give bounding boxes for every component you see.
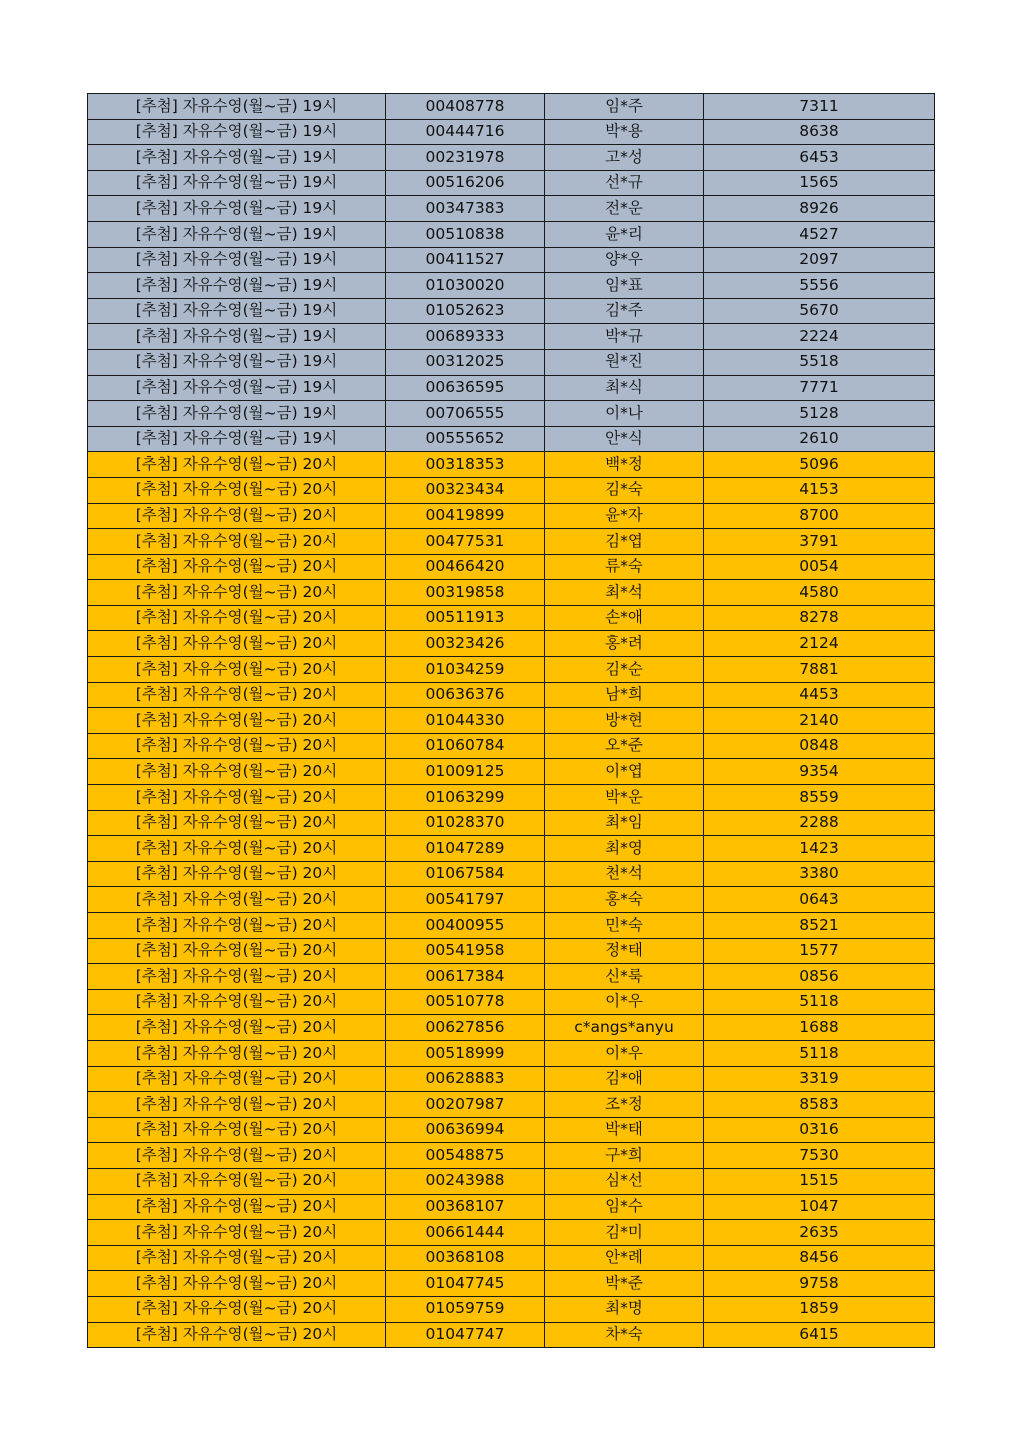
member-name-cell: 천*석 xyxy=(545,861,704,887)
program-cell: [추첨] 자유수영(월~금) 20시 xyxy=(88,1040,386,1066)
code-cell: 3319 xyxy=(704,1066,935,1092)
member-name-cell: 이*나 xyxy=(545,401,704,427)
table-row xyxy=(88,426,935,452)
member-name-cell: 이*엽 xyxy=(545,759,704,785)
code-cell: 2097 xyxy=(704,247,935,273)
code-cell: 2635 xyxy=(704,1220,935,1246)
code-cell: 5128 xyxy=(704,401,935,427)
code-cell: 4153 xyxy=(704,477,935,503)
table-row xyxy=(88,1066,935,1092)
member-name-cell: 백*정 xyxy=(545,452,704,478)
code-cell: 7530 xyxy=(704,1143,935,1169)
code-cell: 0856 xyxy=(704,964,935,990)
member-number-cell: 01028370 xyxy=(386,810,545,836)
member-number-cell: 01060784 xyxy=(386,733,545,759)
table-row xyxy=(88,349,935,375)
program-cell: [추첨] 자유수영(월~금) 20시 xyxy=(88,503,386,529)
program-cell: [추첨] 자유수영(월~금) 20시 xyxy=(88,989,386,1015)
member-name-cell: 차*숙 xyxy=(545,1322,704,1348)
member-name-cell: 박*태 xyxy=(545,1117,704,1143)
program-cell: [추첨] 자유수영(월~금) 19시 xyxy=(88,426,386,452)
member-number-cell: 00511913 xyxy=(386,605,545,631)
code-cell: 7771 xyxy=(704,375,935,401)
program-cell: [추첨] 자유수영(월~금) 20시 xyxy=(88,1322,386,1348)
member-number-cell: 00318353 xyxy=(386,452,545,478)
member-name-cell: 전*운 xyxy=(545,196,704,222)
program-cell: [추첨] 자유수영(월~금) 20시 xyxy=(88,1066,386,1092)
program-cell: [추첨] 자유수영(월~금) 20시 xyxy=(88,785,386,811)
code-cell: 0054 xyxy=(704,554,935,580)
member-number-cell: 00368107 xyxy=(386,1194,545,1220)
program-cell: [추첨] 자유수영(월~금) 19시 xyxy=(88,196,386,222)
table-row xyxy=(88,298,935,324)
member-number-cell: 01034259 xyxy=(386,657,545,683)
table-row xyxy=(88,1245,935,1271)
code-cell: 1565 xyxy=(704,170,935,196)
member-name-cell: 윤*리 xyxy=(545,221,704,247)
member-number-cell: 01063299 xyxy=(386,785,545,811)
member-name-cell: 방*현 xyxy=(545,708,704,734)
member-number-cell: 01047745 xyxy=(386,1271,545,1297)
program-cell: [추첨] 자유수영(월~금) 20시 xyxy=(88,1296,386,1322)
member-name-cell: 안*례 xyxy=(545,1245,704,1271)
program-cell: [추첨] 자유수영(월~금) 20시 xyxy=(88,605,386,631)
member-name-cell: 최*명 xyxy=(545,1296,704,1322)
program-cell: [추첨] 자유수영(월~금) 20시 xyxy=(88,1271,386,1297)
member-number-cell: 00408778 xyxy=(386,94,545,120)
member-number-cell: 00689333 xyxy=(386,324,545,350)
program-cell: [추첨] 자유수영(월~금) 20시 xyxy=(88,657,386,683)
table-row xyxy=(88,631,935,657)
member-name-cell: 선*규 xyxy=(545,170,704,196)
member-number-cell: 00617384 xyxy=(386,964,545,990)
member-name-cell: 홍*려 xyxy=(545,631,704,657)
member-number-cell: 00636595 xyxy=(386,375,545,401)
program-cell: [추첨] 자유수영(월~금) 20시 xyxy=(88,554,386,580)
member-name-cell: 김*순 xyxy=(545,657,704,683)
member-name-cell: 원*진 xyxy=(545,349,704,375)
program-cell: [추첨] 자유수영(월~금) 20시 xyxy=(88,1245,386,1271)
member-name-cell: 손*애 xyxy=(545,605,704,631)
member-name-cell: 오*준 xyxy=(545,733,704,759)
table-row xyxy=(88,145,935,171)
table-row xyxy=(88,836,935,862)
table-row xyxy=(88,785,935,811)
member-number-cell: 00706555 xyxy=(386,401,545,427)
member-number-cell: 00419899 xyxy=(386,503,545,529)
code-cell: 6415 xyxy=(704,1322,935,1348)
table-row xyxy=(88,1015,935,1041)
table-row xyxy=(88,170,935,196)
table-row xyxy=(88,1092,935,1118)
table-row xyxy=(88,938,935,964)
program-cell: [추첨] 자유수영(월~금) 19시 xyxy=(88,401,386,427)
table-row xyxy=(88,887,935,913)
table-row xyxy=(88,810,935,836)
program-cell: [추첨] 자유수영(월~금) 20시 xyxy=(88,708,386,734)
table-row xyxy=(88,989,935,1015)
code-cell: 4453 xyxy=(704,682,935,708)
program-cell: [추첨] 자유수영(월~금) 20시 xyxy=(88,452,386,478)
member-name-cell: 안*식 xyxy=(545,426,704,452)
code-cell: 2288 xyxy=(704,810,935,836)
member-name-cell: 최*석 xyxy=(545,580,704,606)
table-row xyxy=(88,708,935,734)
lottery-results-body xyxy=(88,94,935,1348)
member-number-cell: 01052623 xyxy=(386,298,545,324)
member-name-cell: 박*준 xyxy=(545,1271,704,1297)
member-name-cell: 박*용 xyxy=(545,119,704,145)
member-number-cell: 00636376 xyxy=(386,682,545,708)
code-cell: 9354 xyxy=(704,759,935,785)
member-name-cell: 박*규 xyxy=(545,324,704,350)
member-name-cell: c*angs*anyu xyxy=(545,1015,704,1041)
member-name-cell: 고*성 xyxy=(545,145,704,171)
member-name-cell: 최*식 xyxy=(545,375,704,401)
member-number-cell: 01047747 xyxy=(386,1322,545,1348)
member-name-cell: 양*우 xyxy=(545,247,704,273)
member-name-cell: 정*태 xyxy=(545,938,704,964)
code-cell: 1688 xyxy=(704,1015,935,1041)
program-cell: [추첨] 자유수영(월~금) 19시 xyxy=(88,375,386,401)
member-number-cell: 00510838 xyxy=(386,221,545,247)
member-number-cell: 00518999 xyxy=(386,1040,545,1066)
code-cell: 6453 xyxy=(704,145,935,171)
code-cell: 5670 xyxy=(704,298,935,324)
member-name-cell: 심*선 xyxy=(545,1168,704,1194)
member-number-cell: 00323434 xyxy=(386,477,545,503)
program-cell: [추첨] 자유수영(월~금) 20시 xyxy=(88,964,386,990)
member-number-cell: 00466420 xyxy=(386,554,545,580)
program-cell: [추첨] 자유수영(월~금) 20시 xyxy=(88,1015,386,1041)
member-number-cell: 00541797 xyxy=(386,887,545,913)
program-cell: [추첨] 자유수영(월~금) 20시 xyxy=(88,1220,386,1246)
member-name-cell: 김*숙 xyxy=(545,477,704,503)
code-cell: 5518 xyxy=(704,349,935,375)
table-row xyxy=(88,196,935,222)
program-cell: [추첨] 자유수영(월~금) 20시 xyxy=(88,759,386,785)
program-cell: [추첨] 자유수영(월~금) 20시 xyxy=(88,1194,386,1220)
member-name-cell: 김*엽 xyxy=(545,529,704,555)
member-number-cell: 00231978 xyxy=(386,145,545,171)
code-cell: 0316 xyxy=(704,1117,935,1143)
program-cell: [추첨] 자유수영(월~금) 19시 xyxy=(88,170,386,196)
member-number-cell: 00444716 xyxy=(386,119,545,145)
code-cell: 8559 xyxy=(704,785,935,811)
program-cell: [추첨] 자유수영(월~금) 19시 xyxy=(88,349,386,375)
member-name-cell: 류*숙 xyxy=(545,554,704,580)
program-cell: [추첨] 자유수영(월~금) 20시 xyxy=(88,1168,386,1194)
program-cell: [추첨] 자유수영(월~금) 19시 xyxy=(88,221,386,247)
table-row xyxy=(88,1117,935,1143)
table-row xyxy=(88,913,935,939)
code-cell: 5118 xyxy=(704,1040,935,1066)
table-row xyxy=(88,452,935,478)
table-row xyxy=(88,1194,935,1220)
code-cell: 2140 xyxy=(704,708,935,734)
code-cell: 7311 xyxy=(704,94,935,120)
program-cell: [추첨] 자유수영(월~금) 20시 xyxy=(88,733,386,759)
table-row xyxy=(88,1143,935,1169)
member-number-cell: 00323426 xyxy=(386,631,545,657)
code-cell: 8521 xyxy=(704,913,935,939)
table-row xyxy=(88,733,935,759)
code-cell: 2124 xyxy=(704,631,935,657)
program-cell: [추첨] 자유수영(월~금) 20시 xyxy=(88,682,386,708)
table-row xyxy=(88,1322,935,1348)
member-number-cell: 00541958 xyxy=(386,938,545,964)
member-name-cell: 김*주 xyxy=(545,298,704,324)
member-name-cell: 조*정 xyxy=(545,1092,704,1118)
member-name-cell: 김*미 xyxy=(545,1220,704,1246)
member-name-cell: 남*희 xyxy=(545,682,704,708)
member-number-cell: 00400955 xyxy=(386,913,545,939)
code-cell: 8926 xyxy=(704,196,935,222)
member-name-cell: 윤*자 xyxy=(545,503,704,529)
code-cell: 1577 xyxy=(704,938,935,964)
member-number-cell: 00312025 xyxy=(386,349,545,375)
member-name-cell: 홍*숙 xyxy=(545,887,704,913)
table-row xyxy=(88,477,935,503)
code-cell: 8278 xyxy=(704,605,935,631)
member-name-cell: 민*숙 xyxy=(545,913,704,939)
table-row xyxy=(88,273,935,299)
code-cell: 1423 xyxy=(704,836,935,862)
table-row xyxy=(88,503,935,529)
code-cell: 3791 xyxy=(704,529,935,555)
code-cell: 9758 xyxy=(704,1271,935,1297)
member-name-cell: 이*우 xyxy=(545,1040,704,1066)
table-row xyxy=(88,1040,935,1066)
code-cell: 0848 xyxy=(704,733,935,759)
code-cell: 1515 xyxy=(704,1168,935,1194)
code-cell: 1047 xyxy=(704,1194,935,1220)
table-row xyxy=(88,247,935,273)
member-name-cell: 박*운 xyxy=(545,785,704,811)
program-cell: [추첨] 자유수영(월~금) 20시 xyxy=(88,529,386,555)
code-cell: 5096 xyxy=(704,452,935,478)
member-number-cell: 00319858 xyxy=(386,580,545,606)
table-row xyxy=(88,324,935,350)
member-number-cell: 00555652 xyxy=(386,426,545,452)
member-number-cell: 00477531 xyxy=(386,529,545,555)
program-cell: [추첨] 자유수영(월~금) 20시 xyxy=(88,1117,386,1143)
member-number-cell: 00636994 xyxy=(386,1117,545,1143)
program-cell: [추첨] 자유수영(월~금) 19시 xyxy=(88,298,386,324)
lottery-results-table xyxy=(87,93,935,1348)
member-name-cell: 최*영 xyxy=(545,836,704,862)
program-cell: [추첨] 자유수영(월~금) 20시 xyxy=(88,631,386,657)
member-name-cell: 최*임 xyxy=(545,810,704,836)
table-row xyxy=(88,1220,935,1246)
program-cell: [추첨] 자유수영(월~금) 20시 xyxy=(88,1092,386,1118)
member-number-cell: 00661444 xyxy=(386,1220,545,1246)
program-cell: [추첨] 자유수영(월~금) 19시 xyxy=(88,324,386,350)
member-number-cell: 01044330 xyxy=(386,708,545,734)
table-row xyxy=(88,375,935,401)
code-cell: 2610 xyxy=(704,426,935,452)
table-row xyxy=(88,554,935,580)
member-number-cell: 01009125 xyxy=(386,759,545,785)
code-cell: 4580 xyxy=(704,580,935,606)
member-number-cell: 00516206 xyxy=(386,170,545,196)
member-number-cell: 00548875 xyxy=(386,1143,545,1169)
table-row xyxy=(88,759,935,785)
program-cell: [추첨] 자유수영(월~금) 20시 xyxy=(88,580,386,606)
program-cell: [추첨] 자유수영(월~금) 20시 xyxy=(88,887,386,913)
member-number-cell: 00510778 xyxy=(386,989,545,1015)
program-cell: [추첨] 자유수영(월~금) 20시 xyxy=(88,861,386,887)
table-row xyxy=(88,529,935,555)
member-name-cell: 김*애 xyxy=(545,1066,704,1092)
member-name-cell: 임*표 xyxy=(545,273,704,299)
member-name-cell: 임*주 xyxy=(545,94,704,120)
member-number-cell: 01067584 xyxy=(386,861,545,887)
table-row xyxy=(88,682,935,708)
member-number-cell: 00628883 xyxy=(386,1066,545,1092)
code-cell: 4527 xyxy=(704,221,935,247)
member-number-cell: 00347383 xyxy=(386,196,545,222)
member-number-cell: 01030020 xyxy=(386,273,545,299)
code-cell: 1859 xyxy=(704,1296,935,1322)
member-name-cell: 신*룩 xyxy=(545,964,704,990)
table-row xyxy=(88,605,935,631)
code-cell: 5556 xyxy=(704,273,935,299)
code-cell: 0643 xyxy=(704,887,935,913)
program-cell: [추첨] 자유수영(월~금) 19시 xyxy=(88,119,386,145)
table-row xyxy=(88,1296,935,1322)
table-row xyxy=(88,94,935,120)
program-cell: [추첨] 자유수영(월~금) 19시 xyxy=(88,247,386,273)
code-cell: 7881 xyxy=(704,657,935,683)
program-cell: [추첨] 자유수영(월~금) 20시 xyxy=(88,836,386,862)
code-cell: 8700 xyxy=(704,503,935,529)
member-number-cell: 00411527 xyxy=(386,247,545,273)
program-cell: [추첨] 자유수영(월~금) 20시 xyxy=(88,913,386,939)
member-name-cell: 구*희 xyxy=(545,1143,704,1169)
program-cell: [추첨] 자유수영(월~금) 19시 xyxy=(88,94,386,120)
code-cell: 8583 xyxy=(704,1092,935,1118)
code-cell: 5118 xyxy=(704,989,935,1015)
member-number-cell: 01059759 xyxy=(386,1296,545,1322)
code-cell: 8638 xyxy=(704,119,935,145)
program-cell: [추첨] 자유수영(월~금) 20시 xyxy=(88,938,386,964)
code-cell: 8456 xyxy=(704,1245,935,1271)
table-row xyxy=(88,657,935,683)
table-row xyxy=(88,1168,935,1194)
member-number-cell: 01047289 xyxy=(386,836,545,862)
table-row xyxy=(88,119,935,145)
member-number-cell: 00368108 xyxy=(386,1245,545,1271)
table-row xyxy=(88,1271,935,1297)
member-number-cell: 00627856 xyxy=(386,1015,545,1041)
program-cell: [추첨] 자유수영(월~금) 20시 xyxy=(88,810,386,836)
table-row xyxy=(88,221,935,247)
program-cell: [추첨] 자유수영(월~금) 19시 xyxy=(88,273,386,299)
program-cell: [추첨] 자유수영(월~금) 19시 xyxy=(88,145,386,171)
table-row xyxy=(88,401,935,427)
code-cell: 3380 xyxy=(704,861,935,887)
member-name-cell: 이*우 xyxy=(545,989,704,1015)
table-row xyxy=(88,861,935,887)
member-name-cell: 임*수 xyxy=(545,1194,704,1220)
table-row xyxy=(88,580,935,606)
code-cell: 2224 xyxy=(704,324,935,350)
member-number-cell: 00243988 xyxy=(386,1168,545,1194)
program-cell: [추첨] 자유수영(월~금) 20시 xyxy=(88,1143,386,1169)
program-cell: [추첨] 자유수영(월~금) 20시 xyxy=(88,477,386,503)
table-row xyxy=(88,964,935,990)
member-number-cell: 00207987 xyxy=(386,1092,545,1118)
